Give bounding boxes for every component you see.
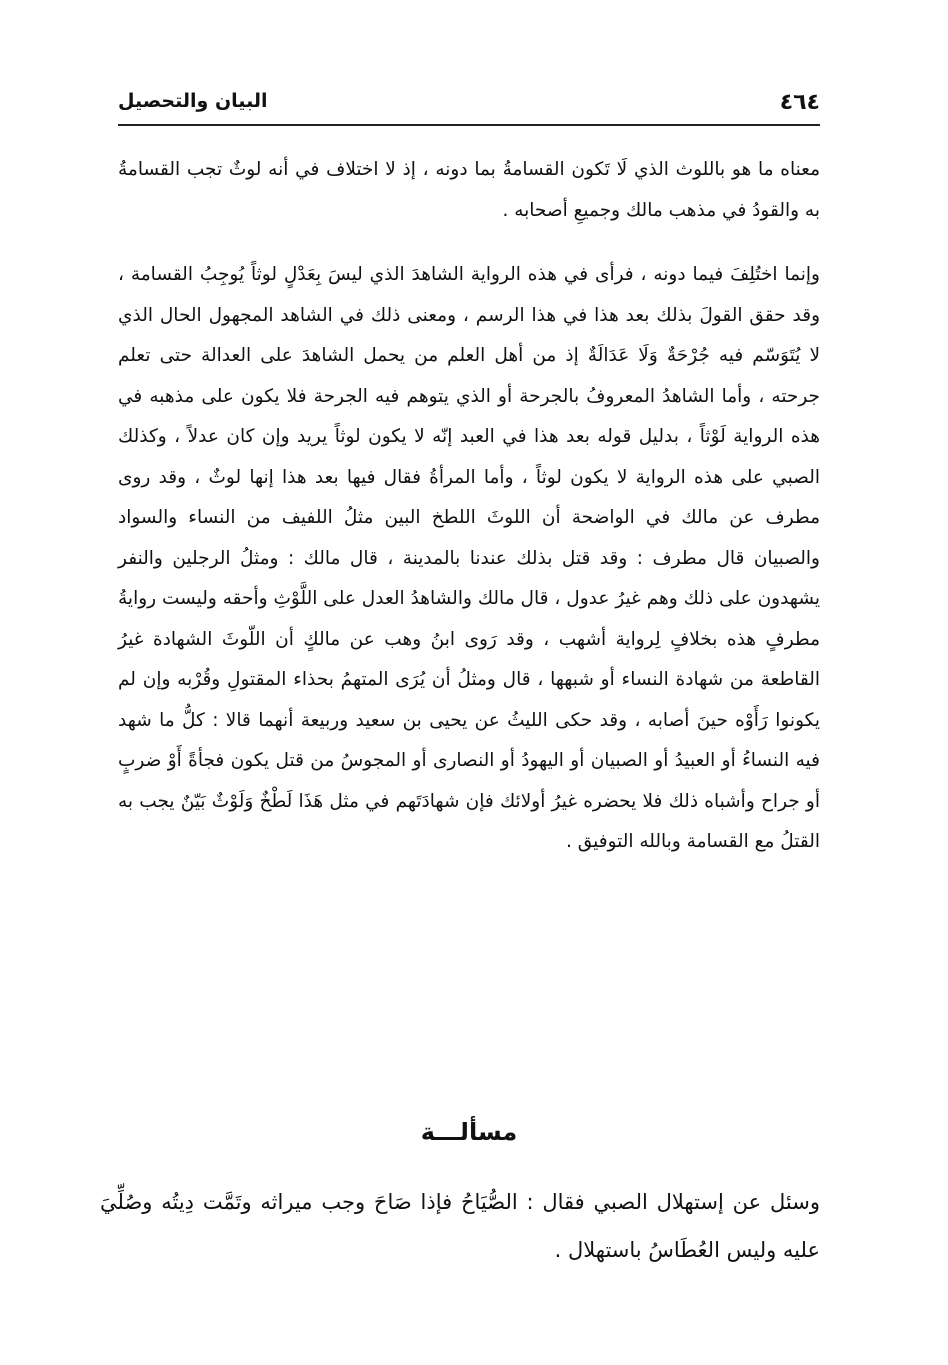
section-text: وسئل عن إستهلال الصبي فقال : الصُّيَاحُ فإذا صَاحَ وجب ميراثه وتَمَّت دِيتُه وصُلِّيَ عليه وليس العُطَاسُ باستهلال . bbox=[100, 1190, 820, 1262]
paragraph: معناه ما هو باللوث الذي لَا تَكون القسامةُ بما دونه ، إذ لا اختلاف في أنه لوثٌ تجب القسامةُ به والقودُ في مذهب مالك وجميعِ أصحابه . bbox=[118, 159, 820, 221]
section-title: مسألـــة bbox=[420, 1118, 518, 1146]
page-number: ٤٦٤ bbox=[779, 90, 820, 115]
running-title: البيان والتحصيل bbox=[118, 90, 268, 112]
paragraph: وإنما اختُلِفَ فيما دونه ، فرأى في هذه الرواية الشاهدَ الذي ليسَ بِعَدْلٍ لوثاً يُوجِبُ القسامة ، وقد حقق القولَ بذلك بعد هذا في هذا الرسم ، ومعنى ذلك في الشاهد المجهول الحال الذي لا يُتَوَسّم فيه جُرْحَةٌ وَلَا عَدَالَةٌ إذ من أهل العلم من يحمل الشاهدَ على العدالة حتى تعلم جرحته ، وأما الشاهدُ المعروفُ بالجرحة أو الذي يتوهم فيه الجرحة فلا يكون على مذهبه في هذه الرواية لَوْثاً ، بدليل قوله بعد هذا في العبد إنّه لا يكون لوثاً يريد وإن كان عدلاً ، وكذلك الصبي على هذه الرواية لا يكون لوثاً ، وأما المرأةُ فقال فيها بعد هذا إنها لوثٌ ، وقد روى مطرف عن مالك في الواضحة أن اللوثَ اللطخ البين مثلُ اللفيف من النساء والسواد والصبيان قال مطرف : وقد قتل بذلك عندنا بالمدينة ، قال مالك : ومثلُ الرجلين والنفر يشهدون على ذلك وهم غيرُ عدول ، قال مالك والشاهدُ العدل على اللَّوْثِ وأحقه وليست روايةُ مطرفٍ هذه بخلافٍ لِرواية أشهب ، وقد رَوى ابنُ وهب عن مالكٍ أن اللّوثَ الشهادة غيرُ القاطعة من شهادة النساء أو شبهها ، قال ومثلُ أن يُرَى المتهمُ بحذاء المقتولِ وقُرْبه وإن لم يكونوا رَأَوْه حينَ أصابه ، وقد حكى الليثُ عن يحيى بن سعيد وربيعة أنهما قالا : كلُّ ما شهد فيه النساءُ أو العبيدُ أو الصبيان أو اليهودُ أو النصارى أو المجوسُ من قتل يكون فجأةً أَوْ ضربٍ أو جراح وأشباه ذلك فلا يحضره غيرُ أولائك فإن شهادَتَهم في مثل هَذَا لَطْخٌ وَلَوْثٌ بَيّنٌ يجب به القتلُ مع القسامة وبالله التوفيق . bbox=[118, 264, 820, 852]
main-text bbox=[118, 150, 820, 863]
page-header bbox=[118, 86, 820, 126]
